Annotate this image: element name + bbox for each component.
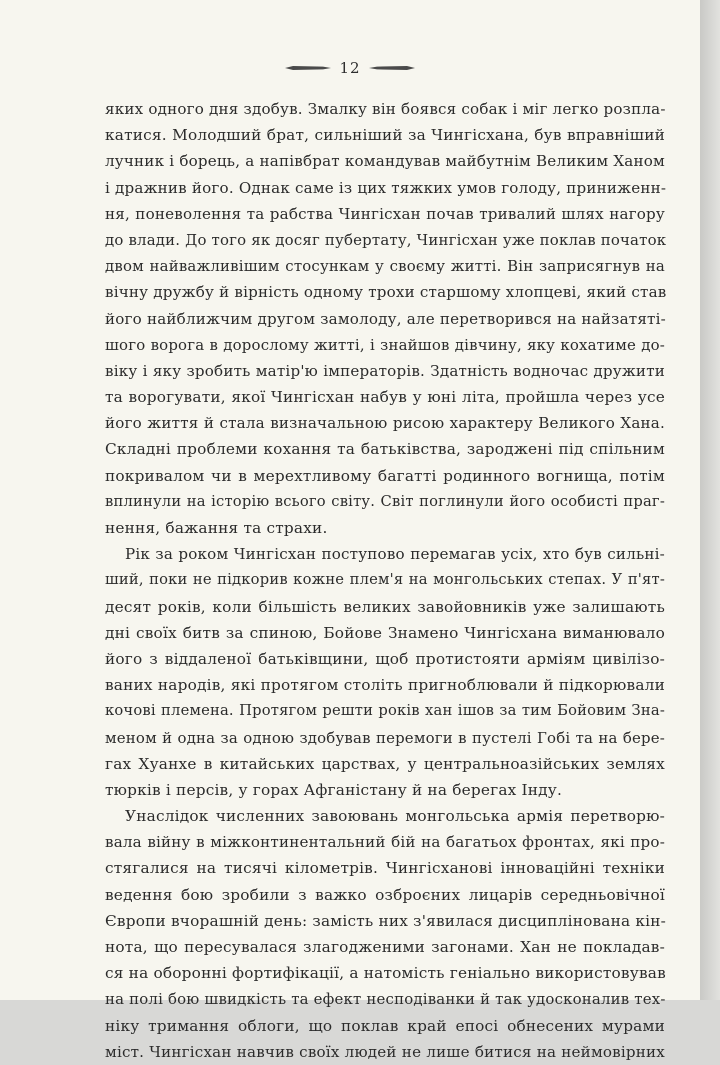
text-line: на полі бою швидкість та ефект несподіванки й так удосконалив тех- — [105, 990, 666, 1009]
text-line: його найближчим другом замолоду, але перетворився на найзатяті- — [105, 309, 666, 328]
text-line: його життя й стала визначальною рисою характеру Великого Хана. — [105, 414, 665, 433]
text-line: Рік за роком Чингісхан поступово перемагав усіх, хто був сильні- — [125, 545, 665, 564]
text-line: нення, бажання та страхи. — [105, 519, 328, 537]
text-line: Складні проблеми кохання та батьківства, зароджені під спільним — [105, 440, 665, 459]
text-line: ня, поневолення та рабства Чингісхан почав тривалий шлях нагору — [105, 204, 665, 223]
text-line: і дражнив його. Однак саме із цих тяжких умов голоду, приниженн- — [105, 178, 667, 197]
text-line: до влади. До того як досяг пубертату, Чингісхан уже поклав початок — [105, 230, 667, 249]
text-line: його з віддаленої батьківщини, щоб протистояти арміям цивілізо- — [105, 649, 665, 668]
text-line: меном й одна за одною здобував перемоги в пустелі Гобі та на бере- — [105, 728, 665, 747]
page-number: 12 — [339, 59, 361, 77]
text-line: десят років, коли більшість великих завойовників уже залишають — [105, 597, 665, 616]
page-header — [0, 56, 700, 80]
text-line: двом найважливішим стосункам у своєму житті. Він заприсягнув на — [105, 257, 665, 276]
text-line: кочові племена. Протягом решти років хан ішов за тим Бойовим Зна- — [105, 702, 665, 720]
text-line: дні своїх битв за спиною, Бойове Знамено Чингісхана виманювало — [105, 623, 665, 642]
text-line: ваних народів, які протягом століть пригноблювали й підкорювали — [105, 676, 665, 695]
text-line: ся на оборонні фортифікації, а натомість геніально використовував — [105, 964, 666, 983]
page-edge — [700, 0, 720, 1000]
text-line: покривалом чи в мерехтливому багатті родинного вогнища, потім — [105, 466, 665, 485]
text-line: ведення бою зробили з важко озброєних лицарів середньовічної — [105, 885, 665, 904]
text-line: шого ворога в дорослому житті, і знайшов дівчину, яку кохатиме до- — [105, 335, 665, 354]
text-line: лучник і борець, а напівбрат командував майбутнім Великим Ханом — [105, 152, 665, 171]
left-ornament-icon — [285, 63, 331, 73]
text-line: ший, поки не підкорив кожне плем'я на монгольських степах. У п'ят- — [105, 571, 665, 589]
text-line: Унаслідок численних завоювань монгольська армія перетворю- — [125, 807, 665, 826]
text-line: віку і яку зробить матір'ю імператорів. Здатність водночас дружити — [105, 361, 665, 380]
text-line: та ворогувати, якої Чингісхан набув у юні літа, пройшла через усе — [105, 388, 665, 407]
text-line: міст. Чингісхан навчив своїх людей не лише битися на неймовірних — [105, 1042, 665, 1061]
text-line: вплинули на історію всього світу. Світ поглинули його особисті праг- — [105, 492, 665, 510]
right-ornament-icon — [369, 63, 415, 73]
text-line: тюрків і персів, у горах Афганістану й на берегах Інду. — [105, 780, 563, 799]
text-line: вічну дружбу й вірність одному трохи старшому хлопцеві, який став — [105, 283, 667, 302]
text-line: яких одного дня здобув. Змалку він боявся собак і міг легко розпла- — [105, 100, 666, 118]
text-line: катися. Молодший брат, сильніший за Чингісхана, був вправніший — [105, 126, 665, 145]
text-line: гах Хуанхе в китайських царствах, у центральноазійських землях — [105, 754, 665, 773]
text-line: вала війну в міжконтинентальний бій на багатьох фронтах, які про- — [105, 833, 665, 852]
text-line: ніку тримання облоги, що поклав край епосі обнесених мурами — [105, 1016, 665, 1035]
text-line: нота, що пересувалася злагодженими загонами. Хан не покладав- — [105, 938, 665, 956]
body-text — [105, 96, 665, 1065]
text-line: Європи вчорашній день: замість них з'явилася дисциплінована кін- — [105, 911, 667, 930]
text-line: стягалися на тисячі кілометрів. Чингісханові інноваційні техніки — [105, 859, 665, 878]
